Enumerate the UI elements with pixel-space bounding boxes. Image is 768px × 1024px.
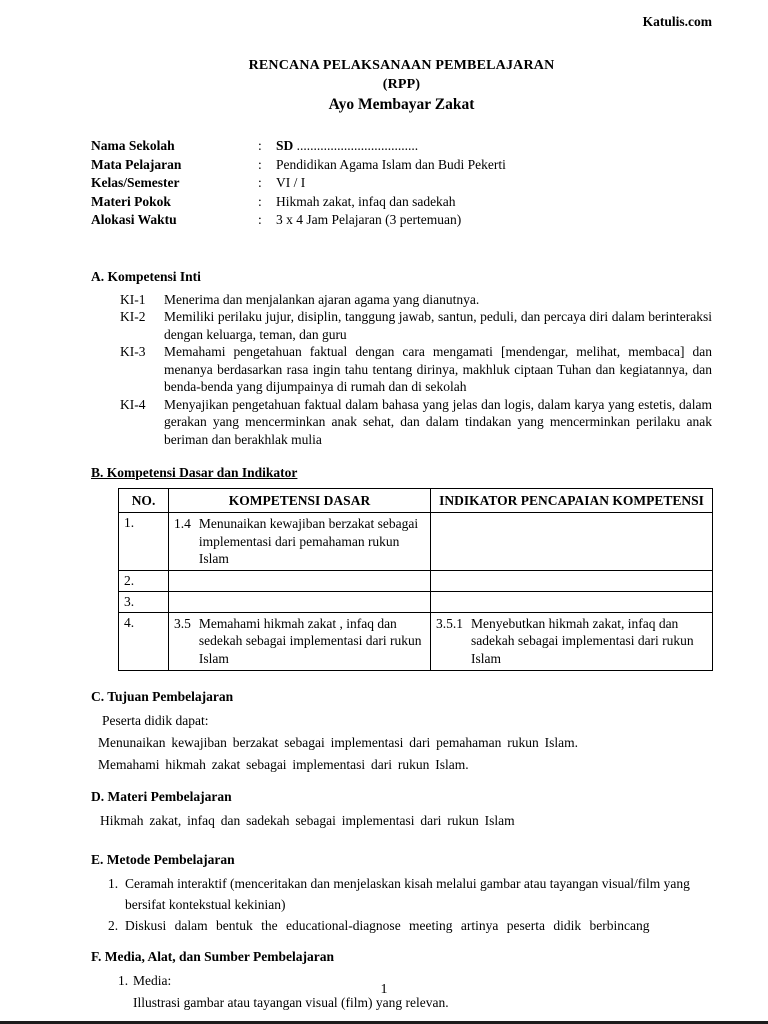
section-metode-pembelajaran xyxy=(91,851,712,936)
ki-item xyxy=(120,396,712,449)
ki-code: KI-4 xyxy=(120,396,146,412)
metode-item-number: 1. xyxy=(108,875,119,891)
metode-item xyxy=(108,873,712,915)
meta-row-alokasi-waktu xyxy=(91,211,712,230)
school-name-dots: .................................... xyxy=(293,138,419,153)
section-e-heading: E. Metode Pembelajaran xyxy=(91,851,235,867)
meta-row-nama-sekolah xyxy=(91,137,712,156)
section-kompetensi-dasar-indikator xyxy=(91,464,712,671)
metadata-block xyxy=(91,137,712,230)
ki-item xyxy=(120,291,712,309)
ind-number: 3.5.1 xyxy=(436,615,463,631)
title-line-2: (RPP) xyxy=(382,77,421,92)
meta-label: Kelas/Semester xyxy=(91,175,180,190)
meta-separator: : xyxy=(258,175,262,190)
metode-item-number: 2. xyxy=(108,917,119,933)
meta-value: VI / I xyxy=(276,175,306,190)
meta-label: Mata Pelajaran xyxy=(91,156,182,172)
section-tujuan-pembelajaran xyxy=(91,688,712,776)
section-d-heading: D. Materi Pembelajaran xyxy=(91,788,232,804)
kd-number: 3.5 xyxy=(174,615,191,631)
meta-separator: : xyxy=(258,138,262,153)
cell-indikator xyxy=(431,513,713,571)
metode-list xyxy=(91,873,712,936)
meta-separator: : xyxy=(258,156,262,172)
cell-no: 4. xyxy=(119,612,169,670)
section-c-heading: C. Tujuan Pembelajaran xyxy=(91,688,234,704)
meta-row-kelas-semester xyxy=(91,174,712,193)
meta-label: Materi Pokok xyxy=(91,193,171,209)
title-line-3: Ayo Membayar Zakat xyxy=(328,96,475,113)
meta-separator: : xyxy=(258,212,262,227)
meta-value: Pendidikan Agama Islam dan Budi Pekerti xyxy=(276,156,506,172)
meta-value: 3 x 4 Jam Pelajaran (3 pertemuan) xyxy=(276,212,462,227)
ki-list xyxy=(91,291,712,449)
cell-no: 3. xyxy=(119,591,169,612)
col-header-kompetensi-dasar: KOMPETENSI DASAR xyxy=(169,489,431,513)
tujuan-line: Menunaikan kewajiban berzakat sebagai implementasi dari pemahaman rukun Islam. xyxy=(98,734,578,750)
meta-label: Nama Sekolah xyxy=(91,138,175,153)
ki-item xyxy=(120,308,712,343)
media-item-text: Illustrasi gambar atau tayangan visual (film) yang relevan. xyxy=(133,994,449,1010)
kd-indikator-table xyxy=(118,488,713,671)
media-item-label: Media: xyxy=(133,972,172,988)
meta-row-mata-pelajaran xyxy=(91,156,712,175)
meta-value xyxy=(276,137,712,156)
table-row xyxy=(119,513,713,571)
table-row xyxy=(119,570,713,591)
ki-code: KI-1 xyxy=(120,291,146,307)
table-row xyxy=(119,591,713,612)
kd-text: Menunaikan kewajiban berzakat sebagai implementasi dari pemahaman rukun Islam xyxy=(198,516,419,566)
section-materi-pembelajaran xyxy=(91,788,712,832)
ki-code: KI-3 xyxy=(120,344,146,359)
meta-value: Hikmah zakat, infaq dan sadekah xyxy=(276,193,456,209)
section-media-alat-sumber xyxy=(91,948,712,1014)
ki-text: Memiliki perilaku jujur, disiplin, tanggung jawab, santun, peduli, dan percaya diri dalam berinteraksi dengan keluarga, teman, dan guru xyxy=(164,309,712,342)
cell-indikator xyxy=(431,612,713,670)
school-type: SD xyxy=(276,138,294,153)
kd-text: Memahami hikmah zakat , infaq dan sedekah sebagai implementasi dari rukun Islam xyxy=(198,615,422,666)
cell-no: 1. xyxy=(119,513,169,571)
metode-item-text: Diskusi dalam bentuk the educational-diagnose meeting artinya peserta didik berbincang xyxy=(125,917,650,933)
cell-kompetensi-dasar xyxy=(169,513,431,571)
col-header-no: NO. xyxy=(119,489,169,513)
ind-text: Menyebutkan hikmah zakat, infaq dan sadekah sebagai implementasi dari rukun Islam xyxy=(471,615,694,666)
ki-text: Memahami pengetahuan faktual dengan cara mengamati [mendengar, melihat, membaca] dan menanya berdasarkan rasa ingin tahu tentang dirinya, makhluk ciptaan Tuhan dan kegiatannya, dan benda-benda yang dijumpainya di rumah dan di sekolah xyxy=(164,344,712,394)
meta-label: Alokasi Waktu xyxy=(91,212,177,227)
media-item-number: 1. xyxy=(118,972,129,988)
cell-no: 2. xyxy=(119,570,169,591)
metode-item xyxy=(108,915,712,936)
ki-text: Menyajikan pengetahuan faktual dalam bahasa yang jelas dan logis, dalam karya yang estetis, dalam gerakan yang mencerminkan anak sehat, dan dalam tindakan yang mencerminkan perilaku anak beriman dan berakhlak mulia xyxy=(164,396,712,447)
cell-kompetensi-dasar xyxy=(169,570,431,591)
document-title-block xyxy=(91,56,712,116)
metode-item-text: Ceramah interaktif (menceritakan dan menjelaskan kisah melalui gambar atau tayangan visual/film yang bersifat kontekstual kekinian) xyxy=(125,875,690,912)
table-header-row xyxy=(119,489,713,513)
kd-number: 1.4 xyxy=(174,516,191,531)
page-number: 1 xyxy=(380,982,388,997)
title-line-1: RENCANA PELAKSANAAN PEMBELAJARAN xyxy=(248,58,555,73)
table-row xyxy=(119,612,713,670)
materi-text: Hikmah zakat, infaq dan sadekah sebagai implementasi dari rukun Islam xyxy=(100,812,515,828)
cell-indikator xyxy=(431,591,713,612)
cell-kompetensi-dasar xyxy=(169,591,431,612)
section-f-heading: F. Media, Alat, dan Sumber Pembelajaran xyxy=(91,948,335,964)
ki-code: KI-2 xyxy=(120,309,146,324)
meta-row-materi-pokok xyxy=(91,193,712,212)
cell-kompetensi-dasar xyxy=(169,612,431,670)
meta-separator: : xyxy=(258,193,262,209)
section-a-heading: A. Kompetensi Inti xyxy=(91,268,201,284)
col-header-indikator: INDIKATOR PENCAPAIAN KOMPETENSI xyxy=(431,489,713,513)
ki-text: Menerima dan menjalankan ajaran agama yang dianutnya. xyxy=(164,291,480,307)
watermark-text: Katulis.com xyxy=(642,14,712,29)
ki-item xyxy=(120,343,712,396)
cell-indikator xyxy=(431,570,713,591)
tujuan-intro: Peserta didik dapat: xyxy=(102,712,209,728)
section-b-heading: B. Kompetensi Dasar dan Indikator xyxy=(91,465,298,480)
section-kompetensi-inti xyxy=(91,268,712,449)
tujuan-line: Memahami hikmah zakat sebagai implementasi dari rukun Islam. xyxy=(98,756,469,772)
